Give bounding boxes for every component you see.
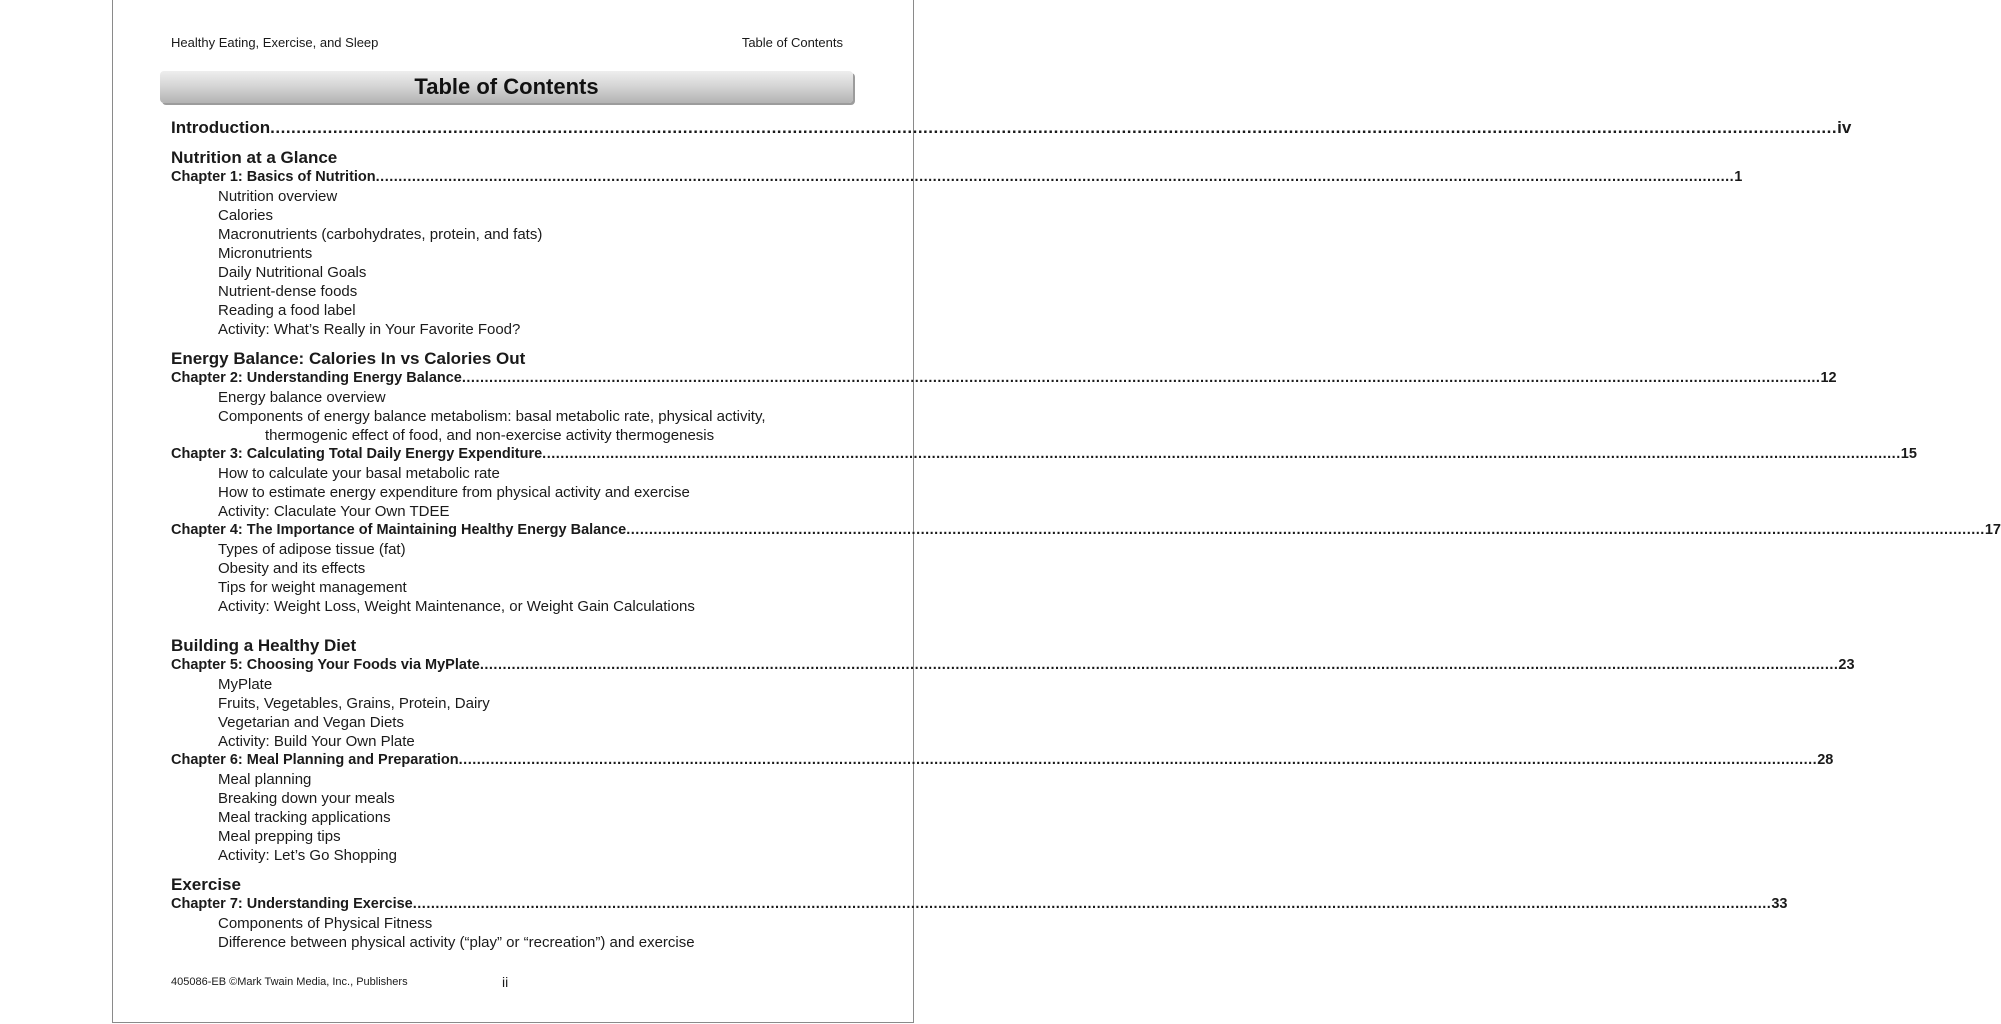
- chapter-entry: [171, 656, 1855, 675]
- topic-item: Fruits, Vegetables, Grains, Protein, Dairy: [218, 695, 490, 712]
- dot-leader: ............................................................................................................................................................................................................................................................................................................: [412, 896, 1772, 912]
- topic-item: MyPlate: [218, 676, 273, 693]
- page-number: ii: [502, 974, 509, 990]
- topic-item: Difference between physical activity (“play” or “recreation”) and exercise: [218, 934, 695, 951]
- page-title: Table of Contents: [414, 74, 599, 99]
- title-banner: [160, 71, 853, 103]
- topic-item: Micronutrients: [218, 245, 313, 262]
- footer-publisher: 405086-EB ©Mark Twain Media, Inc., Publishers: [171, 976, 408, 988]
- topic-item: Nutrition overview: [218, 188, 338, 205]
- topic-item: Macronutrients (carbohydrates, protein, and fats): [218, 226, 543, 243]
- topic-item: Meal planning: [218, 771, 312, 788]
- chapter-entry: [171, 521, 2001, 540]
- chapter-entry: [171, 369, 1837, 388]
- topic-item: Energy balance overview: [218, 389, 386, 406]
- section-heading: Building a Healthy Diet: [171, 636, 357, 655]
- dot-leader: ............................................................................................................................................................................................................................................................................................................: [479, 657, 1839, 673]
- chapter-page: 23: [1838, 657, 1855, 673]
- topic-item: How to calculate your basal metabolic rate: [218, 465, 500, 482]
- toc-entry-introduction: [171, 118, 1852, 140]
- topic-item: Meal tracking applications: [218, 809, 391, 826]
- topic-item: Activity: Weight Loss, Weight Maintenance, or Weight Gain Calculations: [218, 598, 695, 615]
- section-heading: Exercise: [171, 875, 241, 894]
- topic-item-continuation: thermogenic effect of food, and non-exercise activity thermogenesis: [265, 427, 715, 444]
- chapter-label: Chapter 1: Basics of Nutrition: [171, 169, 376, 185]
- topic-item: Activity: Build Your Own Plate: [218, 733, 415, 750]
- dot-leader: ............................................................................................................................................................................................................................................................................................................: [458, 752, 1818, 768]
- topic-item: Tips for weight management: [218, 579, 407, 596]
- topic-item: Components of Physical Fitness: [218, 915, 433, 932]
- dot-leader: ............................................................................................................................................................................................................................................................................................................: [542, 446, 1901, 462]
- topic-item: Types of adipose tissue (fat): [218, 541, 406, 558]
- topic-item: Calories: [218, 207, 274, 224]
- topic-item: How to estimate energy expenditure from physical activity and exercise: [218, 484, 690, 501]
- dot-leader: ............................................................................................................................................................................................................................................................................................................: [626, 522, 1985, 538]
- running-header-left: Healthy Eating, Exercise, and Sleep: [171, 35, 379, 50]
- dot-leader: ............................................................................................................................................................................................................................................................................................................: [270, 118, 1838, 137]
- topic-item: Obesity and its effects: [218, 560, 366, 577]
- chapter-label: Chapter 7: Understanding Exercise: [171, 896, 413, 912]
- running-header-right: Table of Contents: [741, 35, 843, 50]
- chapter-label: Chapter 5: Choosing Your Foods via MyPlate: [171, 657, 480, 673]
- topic-item: Activity: What’s Really in Your Favorite Food?: [218, 321, 521, 338]
- chapter-entry: [171, 751, 1834, 770]
- dot-leader: ............................................................................................................................................................................................................................................................................................................: [375, 169, 1735, 185]
- topic-item: Daily Nutritional Goals: [218, 264, 367, 281]
- topic-item: Reading a food label: [218, 302, 356, 319]
- topic-item: Activity: Claculate Your Own TDEE: [218, 503, 450, 520]
- chapter-label: Chapter 2: Understanding Energy Balance: [171, 370, 462, 386]
- chapter-page: 15: [1900, 446, 1917, 462]
- topic-item: Activity: Let’s Go Shopping: [218, 847, 397, 864]
- chapter-page: 17: [1984, 522, 2001, 538]
- chapter-label: Chapter 3: Calculating Total Daily Energy Expenditure: [171, 446, 543, 462]
- topic-item: Nutrient-dense foods: [218, 283, 358, 300]
- dot-leader: ............................................................................................................................................................................................................................................................................................................: [461, 370, 1821, 386]
- chapter-entry: [171, 168, 1743, 187]
- topic-item: Breaking down your meals: [218, 790, 395, 807]
- toc-entry-label: Introduction: [171, 118, 271, 137]
- chapter-page: 28: [1817, 752, 1834, 768]
- chapter-page: 1: [1734, 169, 1743, 185]
- chapter-page: 33: [1771, 896, 1788, 912]
- chapter-page: 12: [1820, 370, 1837, 386]
- section-heading: Nutrition at a Glance: [171, 148, 338, 167]
- chapter-entry: [171, 445, 1917, 464]
- topic-item: Components of energy balance metabolism: basal metabolic rate, physical activity,: [218, 408, 766, 425]
- page: [112, 0, 2001, 1023]
- topic-item: Vegetarian and Vegan Diets: [218, 714, 404, 731]
- section-heading: Energy Balance: Calories In vs Calories Out: [171, 349, 526, 368]
- chapter-label: Chapter 4: The Importance of Maintaining Healthy Energy Balance: [171, 522, 627, 538]
- chapter-label: Chapter 6: Meal Planning and Preparation: [171, 752, 459, 768]
- topic-item: Meal prepping tips: [218, 828, 341, 845]
- toc-entry-page: iv: [1837, 118, 1852, 137]
- chapter-entry: [171, 895, 1788, 914]
- table-of-contents: [171, 118, 2001, 952]
